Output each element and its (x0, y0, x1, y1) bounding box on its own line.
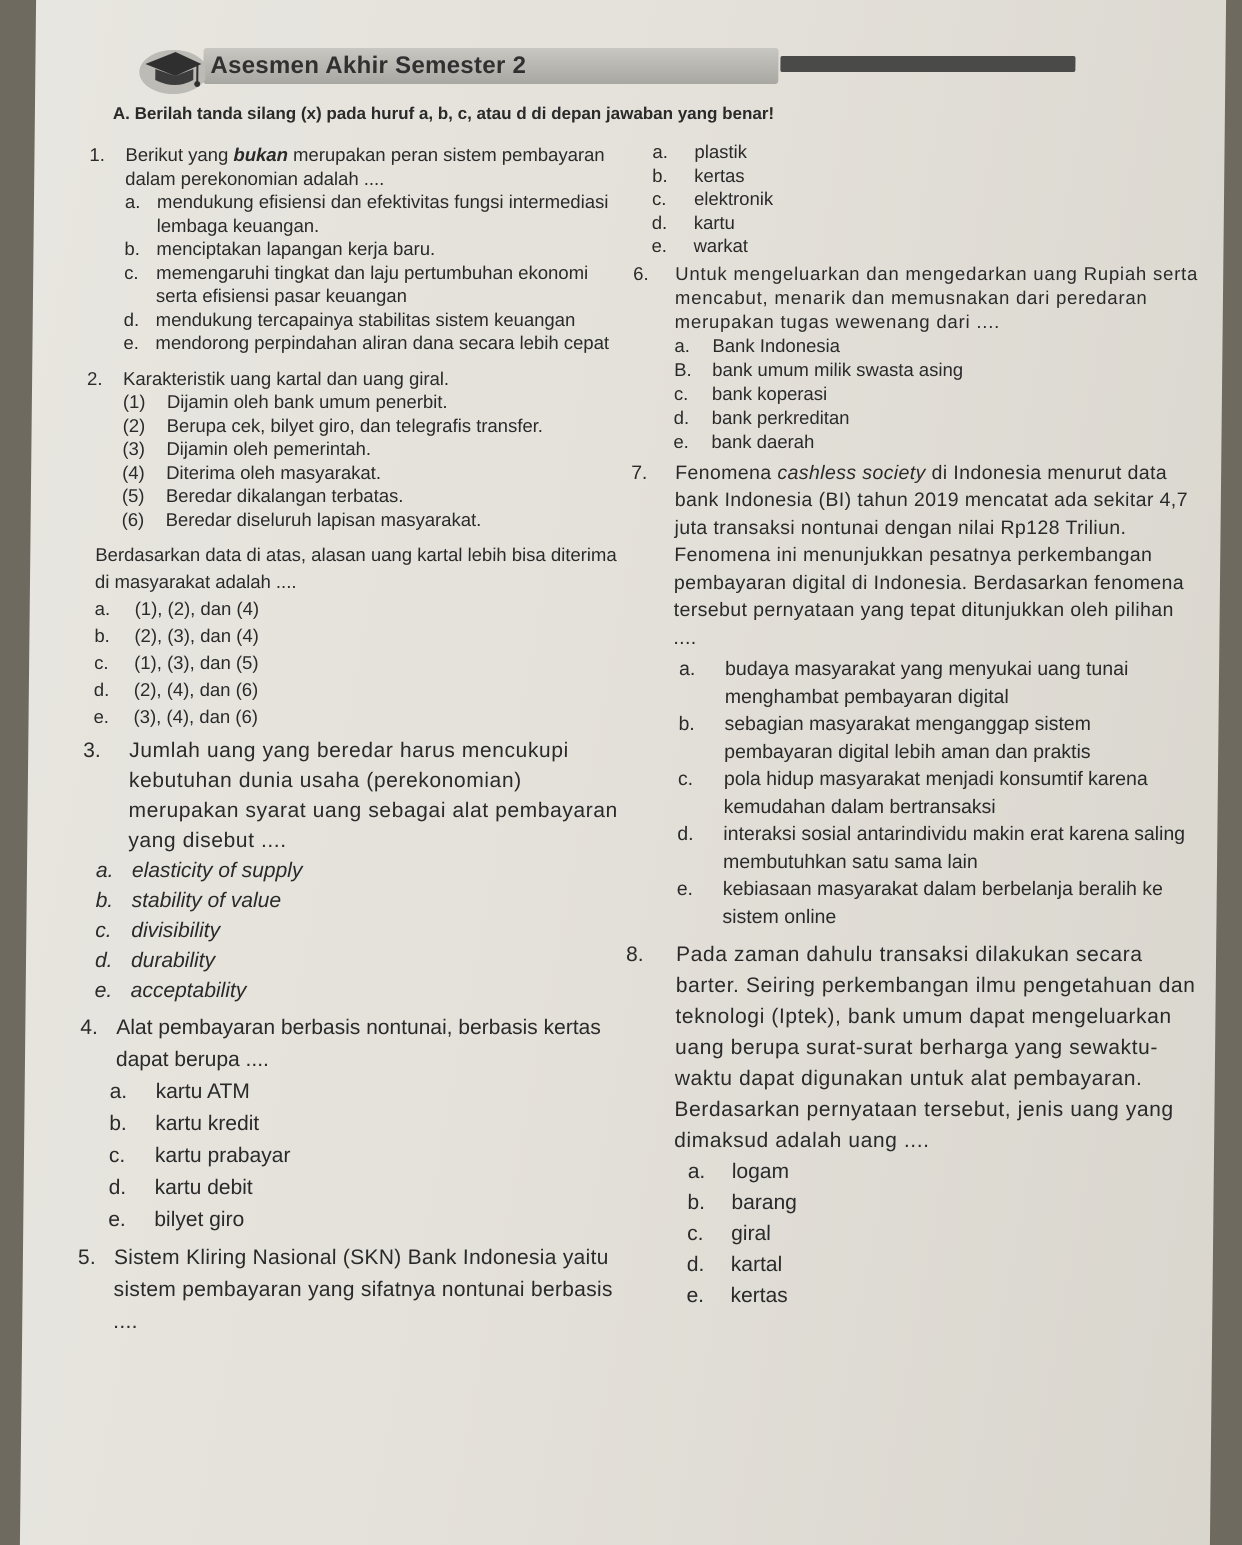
option-b[interactable]: b. kertas (652, 164, 745, 186)
statement-3: (3) Dijamin oleh pemerintah. (122, 438, 372, 459)
option-c[interactable]: c. pola hidup masyarakat menjadi konsumtif karena kemudahan dalam bertransaksi (677, 768, 1148, 818)
question-8: 8. Pada zaman dahulu transaksi dilakukan secara barter. Seiring perkembangan ilmu pengetahuan dan teknologi (Iptek), bank umum dapat mengeluarkan uang berupa surat-surat berharga yang sewaktu-waktu dapat digunakan untuk alat pembayaran. Berdasarkan pernyataan tersebut, jenis uang yang dimaksud adalah uang .... a. logam b. barang c. giral d. kartal e. kertas (622, 939, 1196, 1311)
question-number: 1. (89, 144, 106, 165)
option-c[interactable]: c. (1), (3), dan (5) (94, 652, 259, 673)
question-7: 7. Fenomena cashless society di Indonesia menurut data bank Indonesia (BI) tahun 2019 mencatat ada sekitar 4,7 juta transaksi nontunai dengan nilai Rp128 Triliun. Fenomena ini menunjukkan pesatnya perkembangan pembayaran digital di Indonesia. Berdasarkan fenomena tersebut pernyataan yang tepat ditunjukkan oleh pilihan .... a. budaya masyarakat yang menyukai uang tunai menghambat pembayaran digital b. sebagian masyarakat menganggap sistem pembayaran digital lebih aman dan praktis c. pola hidup masyarakat menjadi konsumtif karena kemudahan dalam bertransaksi d. interaksi sosial antarindividu makin erat karena saling membutuhkan satu sama lain e. kebiasaan masyarakat dalam berbelanja beralih ke sistem online (626, 460, 1201, 932)
question-5-options (633, 140, 1204, 258)
header-bar (780, 56, 1075, 72)
question-1 (87, 143, 629, 355)
option-d[interactable]: d. kartu debit (108, 1176, 253, 1199)
option-a[interactable]: a. mendukung efisiensi dan efektivitas fungsi intermediasi lembaga keuangan. (124, 191, 609, 236)
option-e[interactable]: e. warkat (651, 235, 749, 256)
option-b[interactable]: b. kartu kredit (109, 1112, 260, 1135)
option-b[interactable]: b. barang (687, 1191, 798, 1214)
option-d[interactable]: d. kartal (686, 1253, 783, 1276)
question-4: 4. Alat pembayaran berbasis nontunai, berbasis kertas dapat berupa .... a. kartu ATM b. kartu kredit c. kartu prabayar d. kartu debit e. bilyet giro (78, 1012, 620, 1236)
option-c[interactable]: c. bank koperasi (673, 382, 828, 404)
option-a[interactable]: a. budaya masyarakat yang menyukai uang tunai menghambat pembayaran digital (678, 658, 1129, 708)
statement-2: (2) Berupa cek, bilyet giro, dan telegrafis transfer. (122, 414, 544, 436)
option-c[interactable]: c. divisibility (95, 919, 221, 942)
option-a[interactable]: a. kartu ATM (109, 1080, 250, 1103)
option-b[interactable]: b. (2), (3), dan (4) (94, 625, 259, 646)
question-text: Fenomena cashless society di Indonesia menurut data bank Indonesia (BI) tahun 2019 mencatat ada sekitar 4,7 juta transaksi nontunai dengan nilai Rp128 Triliun. Fenomena ini menunjukkan pesatnya perkembangan pembayaran digital di Indonesia. Berdasarkan fenomena tersebut pernyataan yang tepat ditunjukkan oleh pilihan .... (673, 461, 1189, 649)
option-a[interactable]: a. Bank Indonesia (674, 334, 841, 356)
section-header (115, 40, 1116, 100)
option-d[interactable]: d. durability (94, 949, 216, 972)
page-title: Asesmen Akhir Semester 2 (210, 52, 527, 79)
option-a[interactable]: a. plastik (652, 141, 748, 162)
instruction-text: A. Berilah tanda silang (x) pada huruf a, b, c, atau d di depan jawaban yang benar! (112, 104, 775, 123)
option-c[interactable]: c. kartu prabayar (108, 1144, 291, 1167)
option-a[interactable]: a. logam (687, 1160, 790, 1183)
question-6: 6. Untuk mengeluarkan dan mengedarkan uang Rupiah serta mencabut, menarik dan memusnakan dari peredaran merupakan tugas wewenang dari .... a. Bank Indonesia B. bank umum milik swasta asing c. bank koperasi d. bank perkreditan e. bank daerah (631, 262, 1203, 454)
statement-4: (4) Diterima oleh masyarakat. (122, 461, 382, 483)
option-e[interactable]: e. kertas (686, 1284, 788, 1307)
question-3: 3. Jumlah uang yang beredar harus mencukupi kebutuhan dunia usaha (perekonomian) merupakan syarat uang sebagai alat pembayaran yang disebut .... a. elasticity of supply b. stability of value c. divisibility d. durability e. acceptability (81, 736, 624, 1006)
option-c[interactable]: c. giral (687, 1222, 771, 1245)
option-d[interactable]: d. kartu (651, 211, 736, 233)
option-a[interactable]: a. elasticity of supply (95, 859, 303, 882)
question-2: 2. Karakteristik uang kartal dan uang giral. (1) Dijamin oleh bank umum penerbit. (2) Berupa cek, bilyet giro, dan telegrafis transfer. (3) Dijamin oleh pemerintah. (4) Diterima oleh masyarakat. (5) Beredar dikalangan terbatas. (6) Beredar diseluruh lapisan masyarakat. Berdasarkan data di atas, alasan uang kartal lebih bisa diterima di masyarakat adalah .... a. (1), (2), dan (4) b. (2), (3), dan (4) c. (1), (3), dan (5) d. (2), (4), dan (6) e. (3), (4), dan (6) (83, 367, 627, 731)
option-e[interactable]: e. (3), (4), dan (6) (93, 706, 259, 727)
option-e[interactable]: e. bank daerah (673, 430, 815, 452)
statement-1: (1) Dijamin oleh bank umum penerbit. (122, 391, 448, 412)
option-c[interactable]: c. elektronik (651, 188, 774, 209)
option-d[interactable]: d. mendukung tercapainya stabilitas sistem keuangan (123, 308, 576, 330)
question-2-prompt: Berdasarkan data di atas, alasan uang kartal lebih bisa diterima di masyarakat adalah .... (94, 544, 617, 592)
question-text: Berikut yang bukan merupakan peran sistem pembayaran dalam perekonomian adalah .... (125, 144, 605, 189)
statement-6: (6) Beredar diseluruh lapisan masyarakat. (121, 508, 482, 530)
option-e[interactable]: e. bilyet giro (108, 1208, 245, 1231)
question-5: 5. Sistem Kliring Nasional (SKN) Bank Indonesia yaitu sistem pembayaran yang sifatnya nontunai berbasis .... (77, 1246, 613, 1333)
right-column (622, 140, 1204, 1311)
left-column (77, 143, 630, 1338)
option-b[interactable]: b. stability of value (95, 889, 282, 912)
worksheet-page (20, 0, 1226, 1545)
graduation-cap-icon (135, 42, 206, 97)
option-a[interactable]: a. (1), (2), dan (4) (94, 598, 260, 619)
option-b[interactable]: B. bank umum milik swasta asing (674, 358, 964, 380)
option-e[interactable]: e. kebiasaan masyarakat dalam berbelanja beralih ke sistem online (676, 878, 1163, 928)
option-d[interactable]: d. interaksi sosial antarindividu makin erat karena saling membutuhkan satu sama lain (677, 823, 1186, 873)
option-d[interactable]: d. (2), (4), dan (6) (93, 679, 259, 700)
option-b[interactable]: b. menciptakan lapangan kerja baru. (124, 238, 436, 259)
option-e[interactable]: e. acceptability (94, 979, 247, 1002)
option-e[interactable]: e. mendorong perpindahan aliran dana secara lebih cepat (123, 332, 610, 353)
option-c[interactable]: c. memengaruhi tingkat dan laju pertumbuhan ekonomi serta efisiensi pasar keuangan (124, 261, 589, 306)
option-d[interactable]: d. bank perkreditan (673, 406, 850, 428)
statement-5: (5) Beredar dikalangan terbatas. (121, 485, 404, 506)
option-b[interactable]: b. sebagian masyarakat menganggap sistem pembayaran digital lebih aman dan praktis (678, 713, 1092, 763)
